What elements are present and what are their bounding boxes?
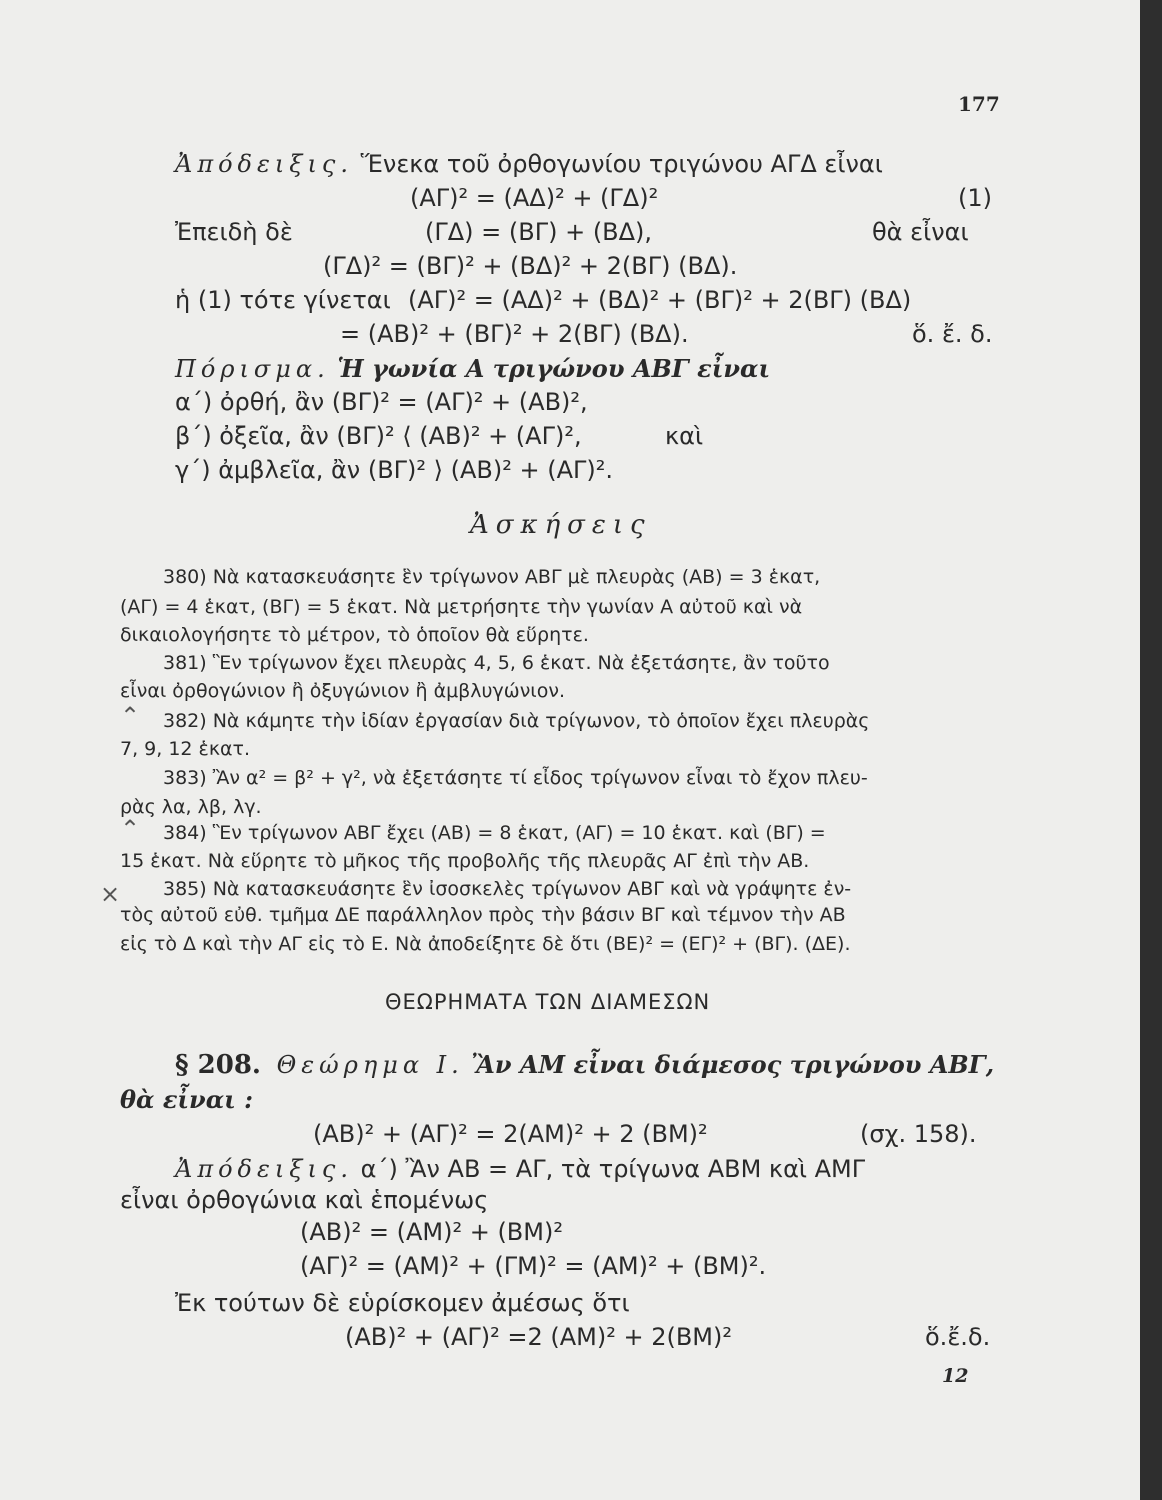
exercise-line: 7, 9, 12 ἑκατ. (120, 738, 251, 760)
proof-text: θὰ εἶναι (872, 218, 969, 246)
proof-text: Ἐπειδὴ δὲ (175, 218, 293, 246)
exercise-line: εἶναι ὀρθογώνιον ἢ ὀξυγώνιον ἢ ἀμβλυγώνιον. (120, 680, 566, 702)
exercise-line: 383) Ἂν α² = β² + γ², νὰ ἐξετάσητε τί εἶδος τρίγωνον εἶναι τὸ ἔχον πλευ- (163, 767, 868, 789)
proof-label: Ἀπόδειξις. (175, 1155, 353, 1183)
qed: ὅ. ἔ. δ. (912, 320, 993, 348)
figure-reference: (σχ. 158). (860, 1120, 977, 1148)
exercise-line: δικαιολογήσητε τὸ μέτρον, τὸ ὁποῖον θὰ εὕρητε. (120, 624, 589, 646)
porisma-item-c: γ΄) ἀμβλεῖα, ἂν (ΒΓ)² ⟩ (ΑΒ)² + (ΑΓ)². (175, 456, 613, 484)
theorem-formula: (ΑΒ)² + (ΑΓ)² = 2(ΑΜ)² + 2 (ΒΜ)² (313, 1120, 708, 1148)
porisma-heading (175, 354, 770, 383)
exercise-line: τὸς αὐτοῦ εὐθ. τμῆμα ΔΕ παράλληλον πρὸς τὴν βάσιν ΒΓ καὶ τέμνον τὴν ΑΒ (120, 904, 846, 926)
theorem-statement: Ἂν ΑΜ εἶναι διάμεσος τριγώνου ΑΒΓ, (471, 1050, 995, 1079)
proof-text: εἶναι ὀρθογώνια καὶ ἑπομένως (120, 1186, 489, 1214)
porisma-conj: καὶ (665, 422, 704, 450)
porisma-statement: Ἡ γωνία Α τριγώνου ΑΒΓ εἶναι (337, 354, 771, 383)
proof-line-1 (175, 150, 883, 178)
page-number: 177 (958, 92, 1000, 116)
theorem-label: Θεώρημα Ι. (276, 1051, 464, 1079)
proof-text: Ἐκ τούτων δὲ εὑρίσκομεν ἀμέσως ὅτι (175, 1289, 630, 1317)
proof-text: Ἕνεκα τοῦ ὀρθογωνίου τριγώνου ΑΓΔ εἶναι (360, 150, 883, 178)
qed: ὅ.ἔ.δ. (925, 1323, 991, 1351)
exercise-line: 15 ἑκατ. Νὰ εὕρητε τὸ μῆκος τῆς προβολῆς τῆς πλευρᾶς ΑΓ ἐπὶ τὴν ΑΒ. (120, 850, 810, 872)
equation-number: (1) (958, 184, 992, 212)
exercise-line: εἰς τὸ Δ καὶ τὴν ΑΓ εἰς τὸ Ε. Νὰ ἀποδείξητε δὲ ὅτι (ΒΕ)² = (ΕΓ)² + (ΒΓ). (ΔΕ). (120, 933, 851, 955)
porisma-label: Πόρισμα. (175, 355, 330, 383)
equation: (ΑΒ)² + (ΑΓ)² =2 (ΑΜ)² + 2(ΒΜ)² (345, 1323, 732, 1351)
signature-mark: 12 (942, 1365, 969, 1387)
exercises-heading: Ἀσκήσεις (470, 510, 652, 540)
porisma-item-a: α΄) ὀρθή, ἂν (ΒΓ)² = (ΑΓ)² + (ΑΒ)², (175, 388, 588, 416)
proof-label: Ἀπόδειξις. (175, 150, 353, 178)
proof-line-1 (175, 1155, 865, 1183)
equation: (ΑΓ)² = (ΑΔ)² + (ΓΔ)² (410, 184, 659, 212)
pencil-check-mark-icon: ⌃ (120, 702, 141, 730)
exercise-line: ρὰς λα, λβ, λγ. (120, 796, 262, 818)
proof-text: ἡ (1) τότε γίνεται (175, 286, 391, 314)
exercise-line: (ΑΓ) = 4 ἑκατ, (ΒΓ) = 5 ἑκατ. Νὰ μετρήσητε τὴν γωνίαν Α αὐτοῦ καὶ νὰ (120, 596, 803, 618)
exercise-line: 384) Ἓν τρίγωνον ΑΒΓ ἔχει (ΑΒ) = 8 ἑκατ, (ΑΓ) = 10 ἑκατ. καὶ (ΒΓ) = (163, 822, 826, 844)
equation: (ΑΓ)² = (ΑΔ)² + (ΒΔ)² + (ΒΓ)² + 2(ΒΓ) (ΒΔ) (408, 286, 912, 314)
equation: = (ΑΒ)² + (ΒΓ)² + 2(ΒΓ) (ΒΔ). (340, 320, 689, 348)
proof-text: α΄) Ἂν ΑΒ = ΑΓ, τὰ τρίγωνα ΑΒΜ καὶ ΑΜΓ (360, 1155, 866, 1183)
equation: (ΑΒ)² = (ΑΜ)² + (ΒΜ)² (300, 1218, 563, 1246)
scan-edge (1140, 0, 1162, 1500)
exercise-line: 382) Νὰ κάμητε τὴν ἰδίαν ἐργασίαν διὰ τρίγωνον, τὸ ὁποῖον ἔχει πλευρὰς (163, 710, 870, 732)
exercise-line: 385) Νὰ κατασκευάσητε ἓν ἰσοσκελὲς τρίγωνον ΑΒΓ καὶ νὰ γράψητε ἐν- (163, 878, 852, 900)
pencil-check-mark-icon: ⌃ (120, 815, 141, 843)
exercise-line: 381) Ἓν τρίγωνον ἔχει πλευρὰς 4, 5, 6 ἑκατ. Νὰ ἐξετάσητε, ἂν τοῦτο (163, 652, 830, 674)
theorem-statement-cont: θὰ εἶναι : (120, 1085, 253, 1114)
porisma-item-b: β΄) ὀξεῖα, ἂν (ΒΓ)² ⟨ (ΑΒ)² + (ΑΓ)², (175, 422, 582, 450)
equation: (ΑΓ)² = (ΑΜ)² + (ΓΜ)² = (ΑΜ)² + (ΒΜ)². (300, 1252, 767, 1280)
section-number: § 208. (175, 1050, 261, 1080)
equation: (ΓΔ)² = (ΒΓ)² + (ΒΔ)² + 2(ΒΓ) (ΒΔ). (323, 252, 738, 280)
equation: (ΓΔ) = (ΒΓ) + (ΒΔ), (425, 218, 653, 246)
exercise-line: 380) Νὰ κατασκευάσητε ἓν τρίγωνον ΑΒΓ μὲ πλευρὰς (ΑΒ) = 3 ἑκατ, (163, 566, 821, 588)
section-title: ΘΕΩΡΗΜΑΤΑ ΤΩΝ ΔΙΑΜΕΣΩΝ (385, 990, 711, 1014)
pencil-cross-mark-icon: × (100, 880, 121, 908)
theorem-heading (175, 1050, 994, 1080)
